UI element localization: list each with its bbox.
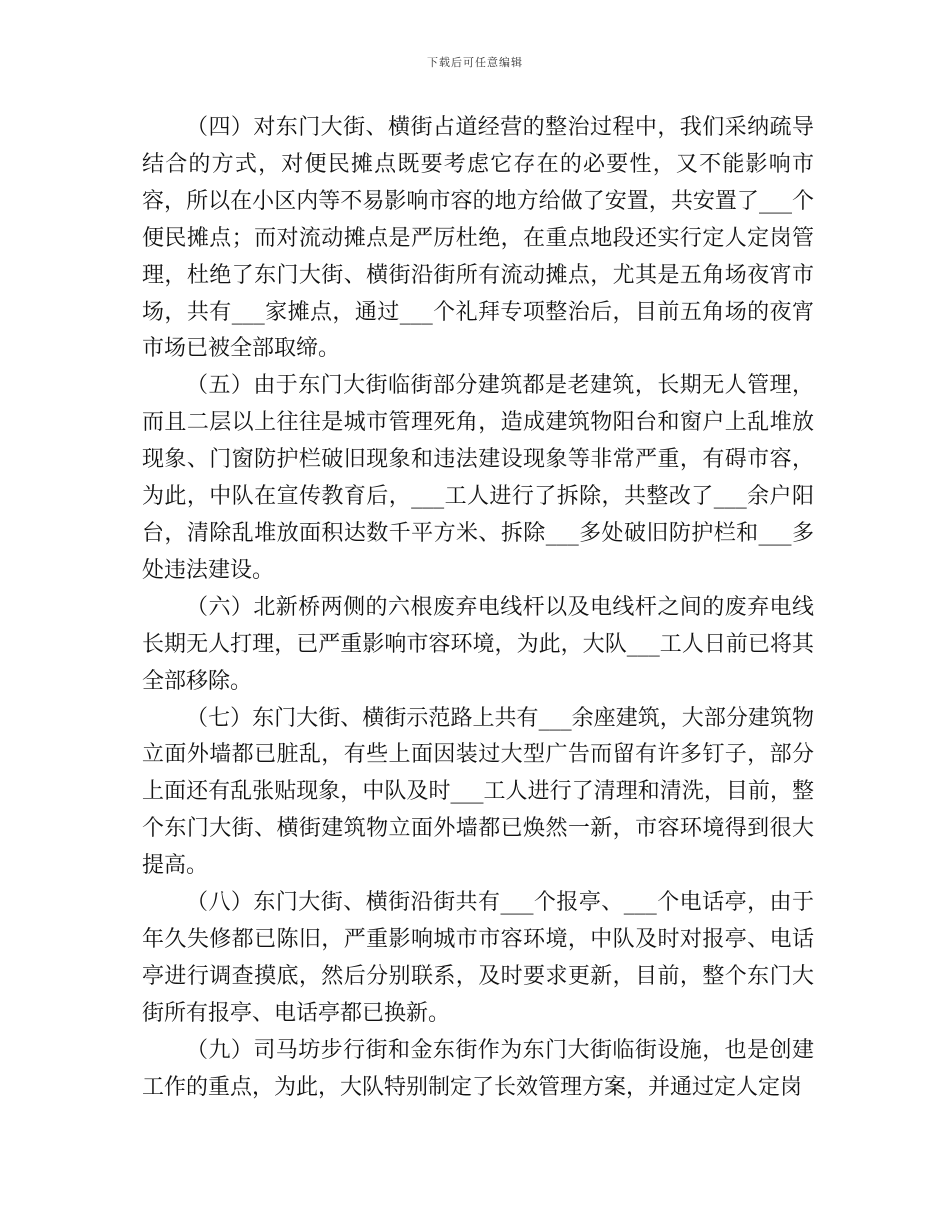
- paragraph-6: （六）北新桥两侧的六根废弃电线杆以及电线杆之间的废弃电线长期无人打理，已严重影响市容环境，为此，大队___工人日前已将其全部移除。: [142, 594, 814, 694]
- paragraph-8: （八）东门大街、横街沿街共有___个报亭、___个电话亭，由于年久失修都已陈旧，严重影响城市市容环境，中队及时对报亭、电话亭进行调查摸底，然后分别联系，及时要求更新，目前，整个东门大街所有报亭、电话亭都已换新。: [142, 890, 814, 1026]
- document-body: [142, 110, 814, 1106]
- paragraph-7: （七）东门大街、横街示范路上共有___余座建筑，大部分建筑物立面外墙都已脏乱，有些上面因装过大型广告而留有许多钉子，部分上面还有乱张贴现象，中队及时___工人进行了清理和清洗，目前，整个东门大街、横街建筑物立面外墙都已焕然一新，市容环境得到很大提高。: [142, 705, 814, 879]
- page-header: 下载后可任意编辑: [427, 56, 523, 69]
- paragraph-5: （五）由于东门大街临街部分建筑都是老建筑，长期无人管理，而且二层以上往往是城市管理死角，造成建筑物阳台和窗户上乱堆放现象、门窗防护栏破旧现象和违法建设现象等非常严重，有碍市容，为此，中队在宣传教育后，___工人进行了拆除，共整改了___余户阳台，清除乱堆放面积达数千平方米、拆除___多处破旧防护栏和___多处违法建设。: [142, 373, 814, 583]
- paragraph-9: （九）司马坊步行街和金东街作为东门大街临街设施，也是创建工作的重点，为此，大队特别制定了长效管理方案，并通过定人定岗: [142, 1037, 814, 1100]
- paragraph-4: （四）对东门大街、横街占道经营的整治过程中，我们采纳疏导结合的方式，对便民摊点既要考虑它存在的必要性，又不能影响市容，所以在小区内等不易影响市容的地方给做了安置，共安置了___个便民摊点；而对流动摊点是严厉杜绝，在重点地段还实行定人定岗管理，杜绝了东门大街、横街沿街所有流动摊点，尤其是五角场夜宵市场，共有___家摊点，通过___个礼拜专项整治后，目前五角场的夜宵市场已被全部取缔。: [142, 115, 814, 362]
